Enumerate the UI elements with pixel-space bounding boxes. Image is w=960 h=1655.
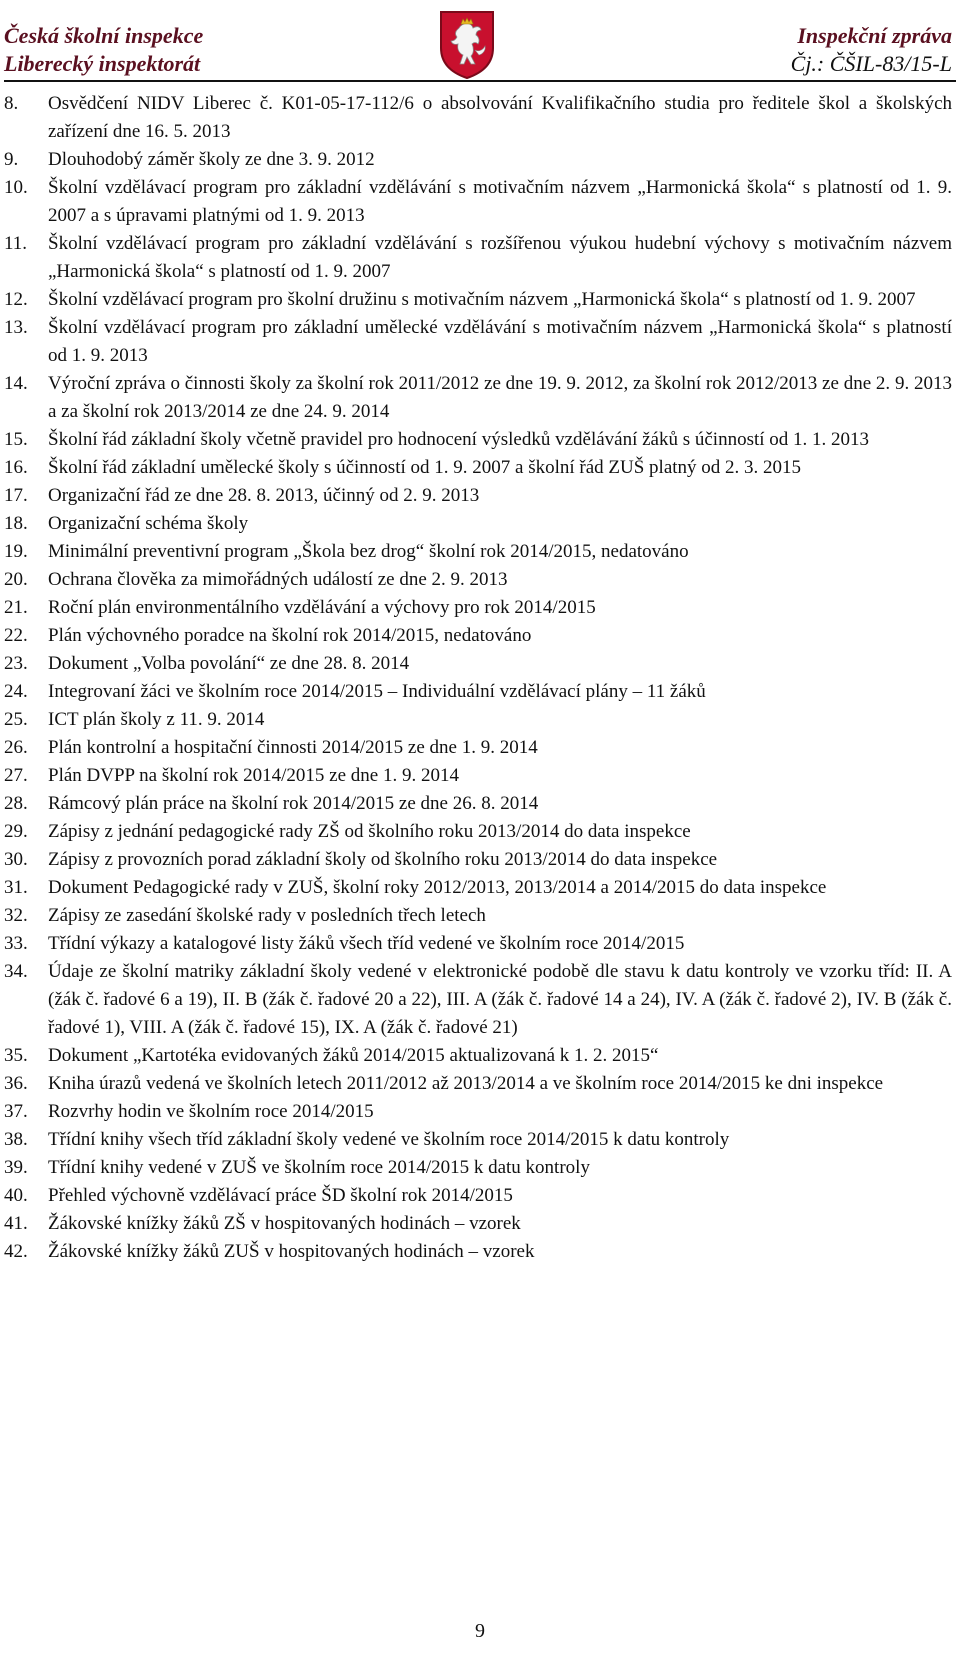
list-item bbox=[0, 1238, 960, 1266]
list-item-text: Plán kontrolní a hospitační činnosti 2014/2015 ze dne 1. 9. 2014 bbox=[48, 737, 538, 758]
list-item-text: Zápisy ze zasedání školské rady v posledních třech letech bbox=[48, 905, 486, 926]
header-divider bbox=[4, 80, 956, 82]
list-item-number: 17. bbox=[4, 485, 28, 506]
list-item bbox=[0, 314, 960, 370]
list-item-number: 18. bbox=[4, 513, 28, 534]
list-item-number: 34. bbox=[4, 961, 28, 982]
list-item bbox=[0, 1154, 960, 1182]
list-item bbox=[0, 734, 960, 762]
list-item-number: 22. bbox=[4, 625, 28, 646]
list-item bbox=[0, 146, 960, 174]
list-item-text: Dokument Pedagogické rady v ZUŠ, školní roky 2012/2013, 2013/2014 a 2014/2015 do data inspekce bbox=[48, 877, 827, 898]
list-item-number: 12. bbox=[4, 289, 28, 310]
list-item bbox=[0, 818, 960, 846]
list-item-number: 35. bbox=[4, 1045, 28, 1066]
list-item bbox=[0, 762, 960, 790]
list-item bbox=[0, 1042, 960, 1070]
list-item bbox=[0, 902, 960, 930]
list-item-text: Minimální preventivní program „Škola bez drog“ školní rok 2014/2015, nedatováno bbox=[48, 541, 689, 562]
list-item-number: 41. bbox=[4, 1213, 28, 1234]
list-item-number: 8. bbox=[4, 93, 19, 114]
list-item-number: 11. bbox=[4, 233, 28, 254]
list-item bbox=[0, 90, 960, 146]
page-header bbox=[0, 8, 960, 86]
list-item-number: 31. bbox=[4, 877, 28, 898]
list-item-number: 42. bbox=[4, 1241, 28, 1262]
list-item-text: Zápisy z jednání pedagogické rady ZŠ od školního roku 2013/2014 do data inspekce bbox=[48, 821, 691, 842]
list-item-number: 13. bbox=[4, 317, 28, 338]
list-item-number: 10. bbox=[4, 177, 28, 198]
list-item-number: 16. bbox=[4, 457, 28, 478]
list-item-text: Školní vzdělávací program pro základní vzdělávání s motivačním názvem „Harmonická škola“ s platností od 1. 9. 2007 a s úpravami platnými od 1. 9. 2013 bbox=[48, 177, 952, 226]
list-item-number: 27. bbox=[4, 765, 28, 786]
list-item-text: Roční plán environmentálního vzdělávání a výchovy pro rok 2014/2015 bbox=[48, 597, 596, 618]
list-item-text: Plán výchovného poradce na školní rok 2014/2015, nedatováno bbox=[48, 625, 532, 646]
list-item bbox=[0, 1126, 960, 1154]
list-item bbox=[0, 482, 960, 510]
list-item-text: Výroční zpráva o činnosti školy za školní rok 2011/2012 ze dne 19. 9. 2012, za školní rok 2012/2013 ze dne 2. 9. 2013 a za školní rok 2013/2014 ze dne 24. 9. 2014 bbox=[48, 373, 952, 422]
list-item-text: Školní vzdělávací program pro základní umělecké vzdělávání s motivačním názvem „Harmonická škola“ s platností od 1. 9. 2013 bbox=[48, 317, 952, 366]
list-item-text: Třídní knihy vedené v ZUŠ ve školním roce 2014/2015 k datu kontroly bbox=[48, 1157, 590, 1178]
list-item-number: 21. bbox=[4, 597, 28, 618]
list-item-text: Údaje ze školní matriky základní školy vedené v elektronické podobě dle stavu k datu kontroly ve vzorku tříd: II. A (žák č. řadové 6 a 19), II. B (žák č. řadové 20 a 22), III. A (žák č. řadové 14 a 24), IV. A (žák č. řadové 2), IV. B (žák č. řadové 1), VIII. A (žák č. řadové 15), IX. A (žák č. řadové 21) bbox=[48, 961, 952, 1038]
list-item-text: Integrovaní žáci ve školním roce 2014/2015 – Individuální vzdělávací plány – 11 žáků bbox=[48, 681, 706, 702]
list-item-number: 20. bbox=[4, 569, 28, 590]
list-item bbox=[0, 510, 960, 538]
organization-name: Česká školní inspekce bbox=[4, 23, 204, 48]
list-item-number: 36. bbox=[4, 1073, 28, 1094]
list-item-text: Školní řád základní školy včetně pravidel pro hodnocení výsledků vzdělávání žáků s účinností od 1. 1. 2013 bbox=[48, 429, 870, 450]
list-item-number: 33. bbox=[4, 933, 28, 954]
list-item bbox=[0, 650, 960, 678]
page-number: 9 bbox=[475, 1620, 485, 1642]
list-item-text: Školní řád základní umělecké školy s účinností od 1. 9. 2007 a školní řád ZUŠ platný od 2. 3. 2015 bbox=[48, 457, 802, 478]
list-item bbox=[0, 566, 960, 594]
list-item-text: Ochrana člověka za mimořádných událostí ze dne 2. 9. 2013 bbox=[48, 569, 508, 590]
list-item bbox=[0, 958, 960, 1042]
list-item-number: 28. bbox=[4, 793, 28, 814]
list-item-text: Osvědčení NIDV Liberec č. K01-05-17-112/6 o absolvování Kvalifikačního studia pro ředitele škol a školských zařízení dne 16. 5. 2013 bbox=[48, 93, 952, 142]
list-item bbox=[0, 426, 960, 454]
report-type: Inspekční zpráva bbox=[797, 23, 952, 48]
list-item-number: 26. bbox=[4, 737, 28, 758]
list-item bbox=[0, 174, 960, 230]
list-item bbox=[0, 790, 960, 818]
list-item-text: Rozvrhy hodin ve školním roce 2014/2015 bbox=[48, 1101, 374, 1122]
list-item-text: Zápisy z provozních porad základní školy od školního roku 2013/2014 do data inspekce bbox=[48, 849, 718, 870]
list-item-number: 24. bbox=[4, 681, 28, 702]
reference-number: Čj.: ČŠIL-83/15-L bbox=[790, 51, 952, 76]
inspectorate-name: Liberecký inspektorát bbox=[4, 51, 201, 76]
list-item bbox=[0, 1070, 960, 1098]
document-list bbox=[0, 90, 960, 1266]
list-item bbox=[0, 1210, 960, 1238]
list-item bbox=[0, 1182, 960, 1210]
list-item-number: 25. bbox=[4, 709, 28, 730]
list-item-number: 9. bbox=[4, 149, 19, 170]
list-item-text: Třídní knihy všech tříd základní školy vedené ve školním roce 2014/2015 k datu kontroly bbox=[48, 1129, 730, 1150]
header-left-block bbox=[4, 22, 203, 78]
list-item-number: 30. bbox=[4, 849, 28, 870]
list-item bbox=[0, 538, 960, 566]
list-item-number: 19. bbox=[4, 541, 28, 562]
list-item-number: 38. bbox=[4, 1129, 28, 1150]
list-item-text: Organizační schéma školy bbox=[48, 513, 249, 534]
list-item-number: 40. bbox=[4, 1185, 28, 1206]
list-item-text: ICT plán školy z 11. 9. 2014 bbox=[48, 709, 265, 730]
list-item-text: Žákovské knížky žáků ZŠ v hospitovaných hodinách – vzorek bbox=[48, 1213, 521, 1234]
list-item bbox=[0, 594, 960, 622]
list-item-text: Školní vzdělávací program pro základní vzdělávání s rozšířenou výukou hudební výchovy s motivačním názvem „Harmonická škola“ s platností od 1. 9. 2007 bbox=[48, 233, 952, 282]
czech-lion-coat-of-arms-icon bbox=[437, 8, 497, 80]
list-item bbox=[0, 706, 960, 734]
list-item bbox=[0, 454, 960, 482]
list-item bbox=[0, 230, 960, 286]
list-item-text: Plán DVPP na školní rok 2014/2015 ze dne 1. 9. 2014 bbox=[48, 765, 459, 786]
list-item-number: 32. bbox=[4, 905, 28, 926]
list-item-text: Přehled výchovně vzdělávací práce ŠD školní rok 2014/2015 bbox=[48, 1185, 513, 1206]
list-item bbox=[0, 930, 960, 958]
list-item-text: Kniha úrazů vedená ve školních letech 2011/2012 až 2013/2014 a ve školním roce 2014/2015 ke dni inspekce bbox=[48, 1073, 884, 1094]
list-item-number: 14. bbox=[4, 373, 28, 394]
list-item-text: Školní vzdělávací program pro školní družinu s motivačním názvem „Harmonická škola“ s platností od 1. 9. 2007 bbox=[48, 289, 916, 310]
list-item bbox=[0, 370, 960, 426]
list-item-number: 37. bbox=[4, 1101, 28, 1122]
list-item-text: Dokument „Kartotéka evidovaných žáků 2014/2015 aktualizovaná k 1. 2. 2015“ bbox=[48, 1045, 659, 1066]
list-item bbox=[0, 678, 960, 706]
list-item bbox=[0, 1098, 960, 1126]
list-item bbox=[0, 874, 960, 902]
header-right-block bbox=[791, 22, 952, 78]
list-item-text: Dokument „Volba povolání“ ze dne 28. 8. 2014 bbox=[48, 653, 410, 674]
list-item-text: Dlouhodobý záměr školy ze dne 3. 9. 2012 bbox=[48, 149, 375, 170]
list-item-number: 23. bbox=[4, 653, 28, 674]
list-item-text: Třídní výkazy a katalogové listy žáků všech tříd vedené ve školním roce 2014/2015 bbox=[48, 933, 685, 954]
list-item-number: 39. bbox=[4, 1157, 28, 1178]
list-item bbox=[0, 622, 960, 650]
list-item-text: Žákovské knížky žáků ZUŠ v hospitovaných hodinách – vzorek bbox=[48, 1241, 535, 1262]
list-item-number: 29. bbox=[4, 821, 28, 842]
list-item-text: Organizační řád ze dne 28. 8. 2013, účinný od 2. 9. 2013 bbox=[48, 485, 480, 506]
list-item-text: Rámcový plán práce na školní rok 2014/2015 ze dne 26. 8. 2014 bbox=[48, 793, 539, 814]
list-item bbox=[0, 846, 960, 874]
list-item bbox=[0, 286, 960, 314]
list-item-number: 15. bbox=[4, 429, 28, 450]
